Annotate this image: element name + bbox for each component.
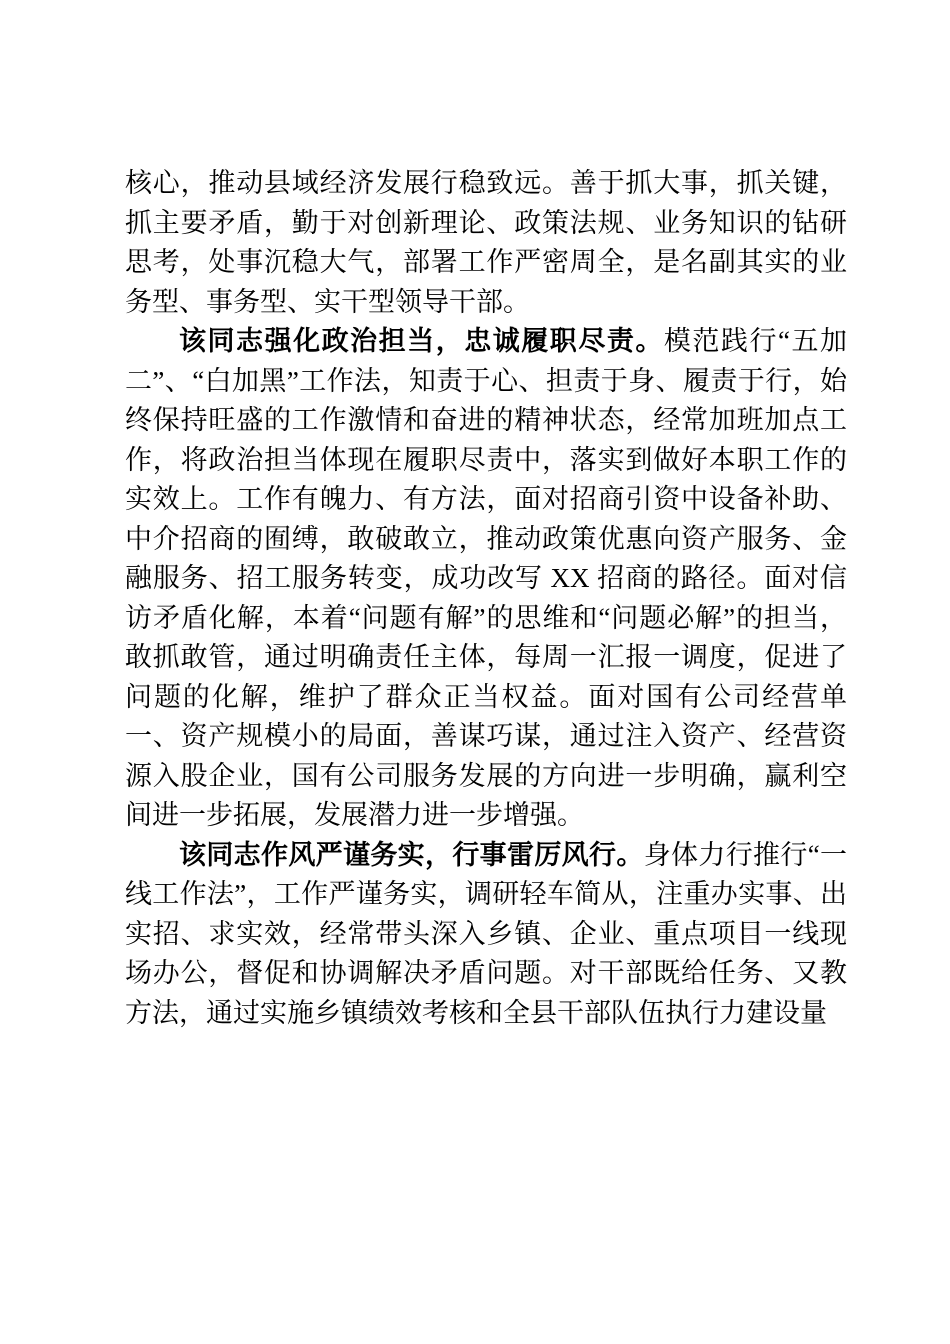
paragraph-political-duty: [125, 322, 847, 836]
paragraph-bold-lead: 该同志作风严谨务实，行事雷厉风行。: [179, 839, 644, 870]
paragraph-work-style: [125, 836, 847, 1034]
paragraph-body-text: 核心，推动县域经济发展行稳致远。善于抓大事，抓关键，抓主要矛盾，勤于对创新理论、政策法规、业务知识的钻研思考，处事沉稳大气，部署工作严密周全，是名副其实的业务型、事务型、实干型领导干部。: [125, 168, 847, 317]
paragraph-body-text: 模范践行“五加二”、“白加黑”工作法，知责于心、担责于身、履责于行，始终保持旺盛的工作激情和奋进的精神状态，经常加班加点工作，将政治担当体现在履职尽责中，落实到做好本职工作的实效上。工作有魄力、有方法，面对招商引资中设备补助、中介招商的囿缚，敢破敢立，推动政策优惠向资产服务、金融服务、招工服务转变，成功改写 XX 招商的路径。面对信访矛盾化解，本着“问题有解”的思维和“问题必解”的担当，敢抓敢管，通过明确责任主体，每周一汇报一调度，促进了问题的化解，维护了群众正当权益。面对国有公司经营单一、资产规模小的局面，善谋巧谋，通过注入资产、经营资源入股企业，国有公司服务发展的方向进一步明确，赢利空间进一步拓展，发展潜力进一步增强。: [125, 326, 848, 830]
document-page: [125, 164, 847, 1033]
paragraph-body-text: 身体力行推行“一线工作法”，工作严谨务实，调研轻车简从，注重办实事、出实招、求实效，经常带头深入乡镇、企业、重点项目一线现场办公，督促和协调解决矛盾问题。对干部既给任务、又教方法，通过实施乡镇绩效考核和全县干部队伍执行力建设量: [125, 839, 848, 1028]
paragraph-bold-lead: 该同志强化政治担当，忠诚履职尽责。: [179, 326, 664, 356]
paragraph-continuation: [125, 164, 847, 322]
